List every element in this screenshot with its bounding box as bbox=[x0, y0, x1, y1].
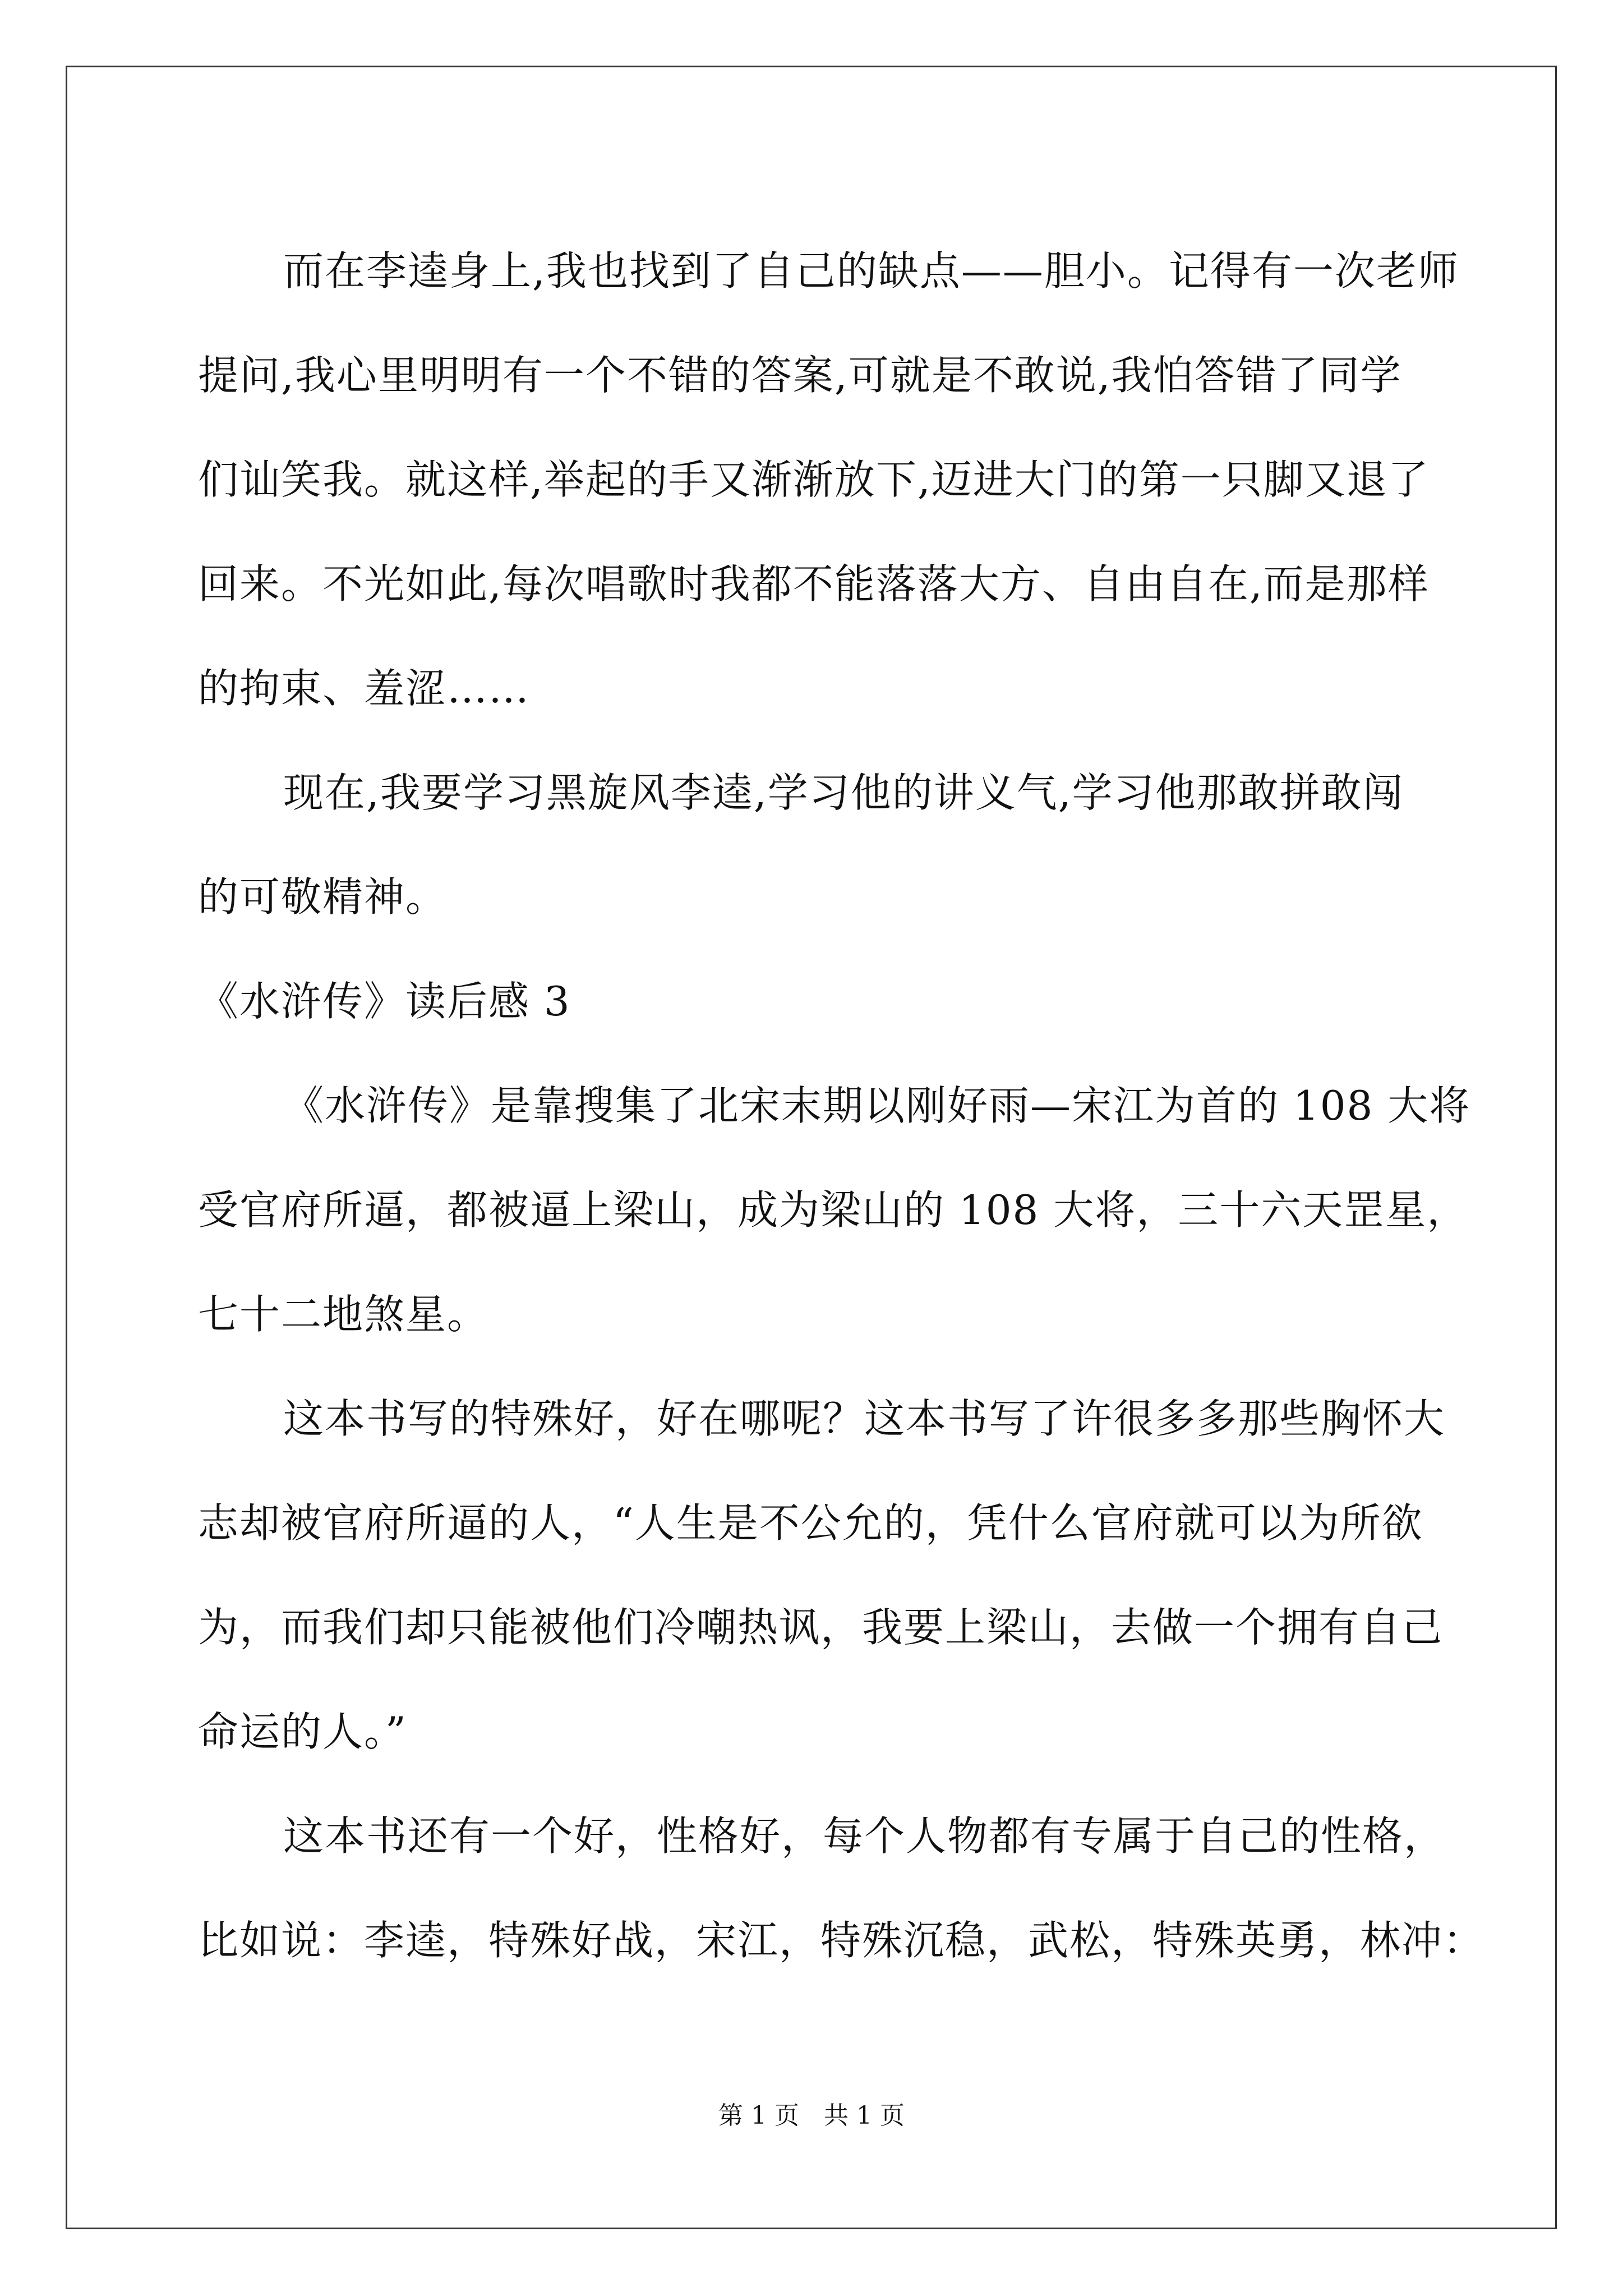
paragraph-line: 《水浒传》是靠搜集了北宋末期以刚好雨—宋江为首的 108 大将 bbox=[283, 1082, 1471, 1129]
paragraph-line: 志却被官府所逼的人，“人生是不公允的，凭什么官府就可以为所欲 bbox=[198, 1499, 1423, 1547]
paragraph-line: 们讪笑我。就这样,举起的手又渐渐放下,迈进大门的第一只脚又退了 bbox=[198, 456, 1430, 503]
paragraph-line: 受官府所逼，都被逼上梁山，成为梁山的 108 大将，三十六天罡星， bbox=[198, 1186, 1469, 1234]
document-body bbox=[198, 219, 1485, 1993]
paragraph-line: 的可敬精神。 bbox=[198, 873, 448, 921]
paragraph-line: 这本书还有一个好，性格好，每个人物都有专属于自己的性格， bbox=[283, 1812, 1446, 1860]
paragraph-line: 为，而我们却只能被他们冷嘲热讽，我要上梁山，去做一个拥有自己 bbox=[198, 1604, 1444, 1651]
paragraph-line: 比如说：李逵，特殊好战，宋江，特殊沉稳，武松，特殊英勇，林冲： bbox=[198, 1917, 1485, 1964]
paragraph-line: 现在,我要学习黑旋风李逵,学习他的讲义气,学习他那敢拼敢闯 bbox=[283, 769, 1404, 816]
section-title: 《水浒传》读后感 3 bbox=[198, 978, 571, 1025]
paragraph-line: 命运的人。” bbox=[198, 1708, 407, 1755]
paragraph-line: 回来。不光如此,每次唱歌时我都不能落落大方、自由自在,而是那样 bbox=[198, 560, 1430, 608]
page-number-footer: 第 1 页 共 1 页 bbox=[718, 2101, 905, 2130]
paragraph-line: 而在李逵身上,我也找到了自己的缺点——胆小。记得有一次老师 bbox=[283, 247, 1459, 295]
paragraph-line: 提问,我心里明明有一个不错的答案,可就是不敢说,我怕答错了同学 bbox=[198, 352, 1402, 399]
paragraph-line: 的拘束、羞涩…… bbox=[198, 665, 531, 712]
paragraph-line: 这本书写的特殊好，好在哪呢？这本书写了许很多多那些胸怀大 bbox=[283, 1395, 1446, 1442]
paragraph-line: 七十二地煞星。 bbox=[198, 1291, 489, 1338]
